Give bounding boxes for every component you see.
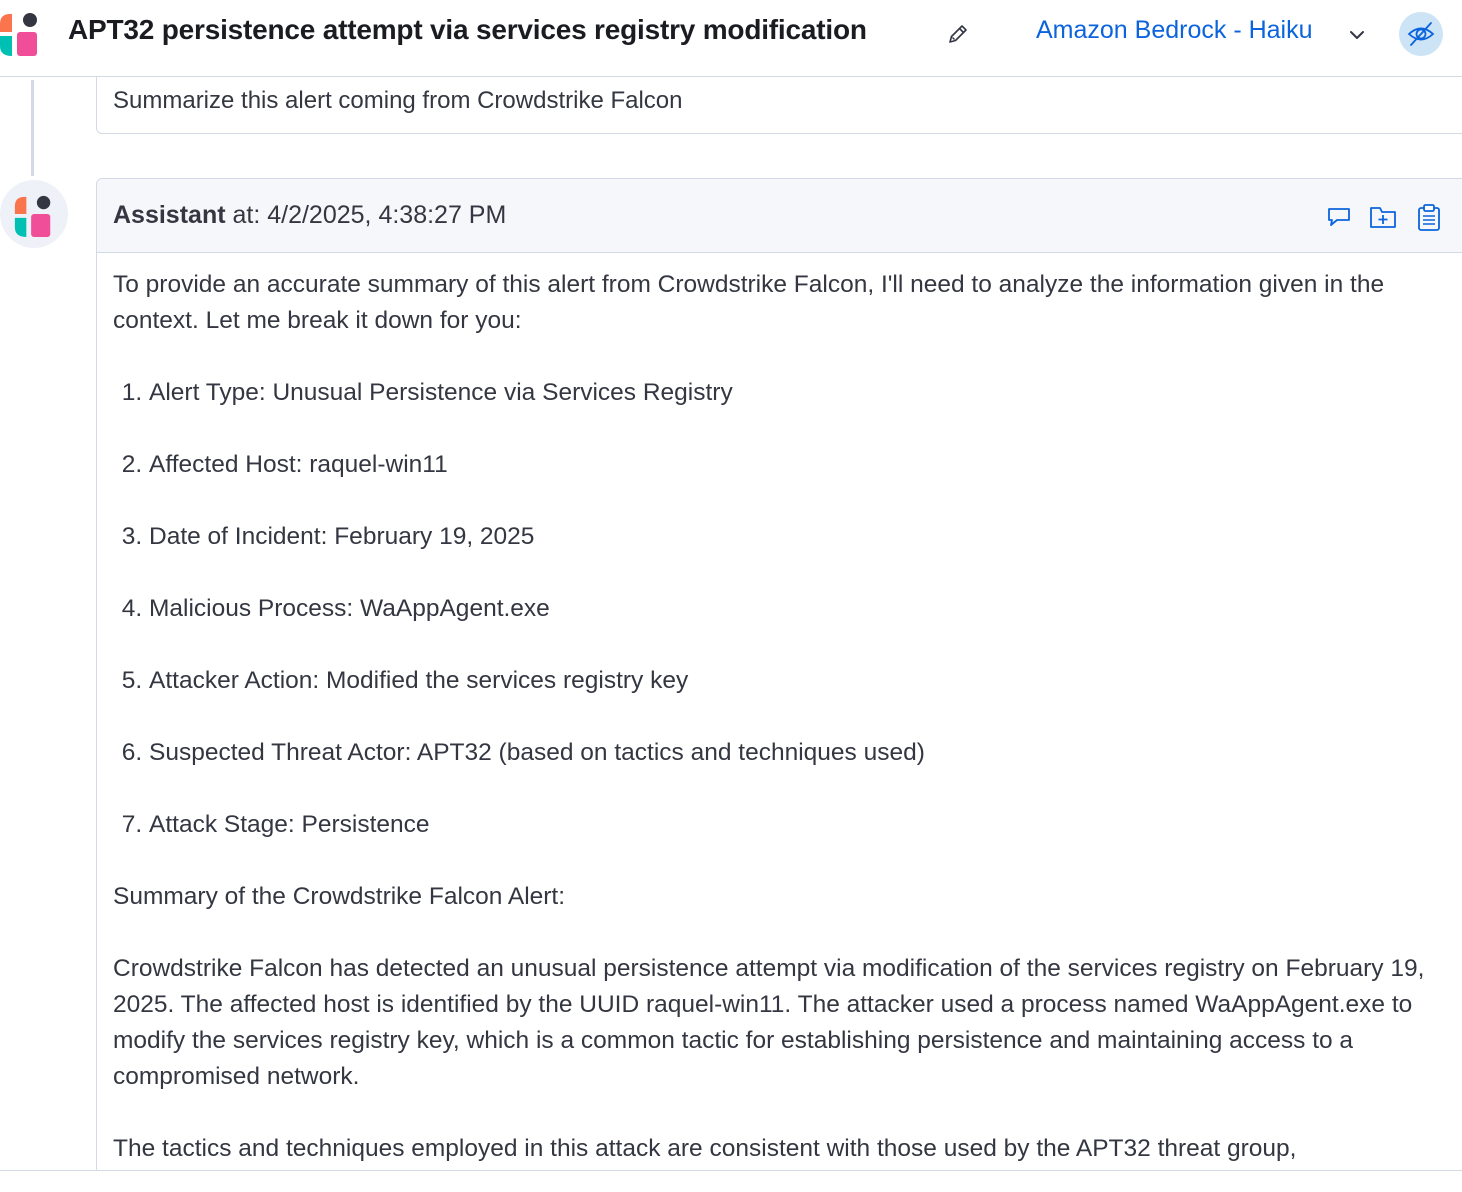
summary-paragraph: Crowdstrike Falcon has detected an unusual persistence attempt via modification of the services registry on February 19, 2025. The affected host is identified by the UUID raquel-win11. The attacker used a process named WaAppAgent.exe to modify the services registry key, which is a common tactic for establishing persistence and maintaining access to a compromised network.: [113, 955, 1425, 1090]
eye-closed-icon: [1406, 19, 1436, 49]
list-item: 2. Affected Host: raquel-win11: [149, 447, 1458, 483]
at-label: at:: [225, 201, 268, 229]
copy-to-clipboard-icon[interactable]: [1415, 203, 1443, 231]
assistant-message: [96, 178, 1462, 1192]
list-item: 5. Attacker Action: Modified the services registry key: [149, 663, 1458, 699]
list-item: 1. Alert Type: Unusual Persistence via Services Registry: [149, 375, 1458, 411]
edit-title-icon[interactable]: [946, 22, 970, 46]
assistant-avatar: [0, 180, 68, 248]
connector-selector[interactable]: Amazon Bedrock - Haiku: [1036, 16, 1313, 44]
list-item: 6. Suspected Threat Actor: APT32 (based on tactics and techniques used): [149, 735, 1458, 771]
assistant-message-header: [97, 179, 1462, 253]
conversation-header: [0, 0, 1462, 77]
timeline-line: [31, 80, 34, 176]
message-timestamp: 4/2/2025, 4:38:27 PM: [267, 201, 507, 229]
summary-heading: Summary of the Crowdstrike Falcon Alert:: [113, 883, 566, 910]
list-item: 4. Malicious Process: WaAppAgent.exe: [149, 591, 1458, 627]
assistant-meta: [113, 201, 506, 230]
assistant-logo-icon: [0, 10, 40, 56]
assistant-logo-icon: [13, 193, 55, 237]
user-message-text: Summarize this alert coming from Crowdstrike Falcon: [113, 87, 683, 114]
add-to-knowledge-icon[interactable]: [1369, 203, 1397, 231]
list-item: 7. Attack Stage: Persistence: [149, 807, 1458, 843]
footer-area: [0, 1171, 1462, 1192]
intro-paragraph: To provide an accurate summary of this alert from Crowdstrike Falcon, I'll need to analyze the information given in the context. Let me break it down for you:: [113, 271, 1385, 334]
add-to-chat-icon[interactable]: [1325, 203, 1353, 231]
alert-details-list: [113, 375, 1458, 843]
assistant-message-body: [113, 267, 1458, 1192]
tail-paragraph: The tactics and techniques employed in this attack are consistent with those used by the APT32 threat group,: [113, 1135, 1297, 1162]
list-item: 3. Date of Incident: February 19, 2025: [149, 519, 1458, 555]
anonymization-toggle-button[interactable]: [1399, 12, 1443, 56]
assistant-role: Assistant: [113, 201, 226, 229]
conversation-title: APT32 persistence attempt via services registry modification: [68, 14, 867, 45]
chevron-down-icon[interactable]: [1346, 24, 1368, 46]
